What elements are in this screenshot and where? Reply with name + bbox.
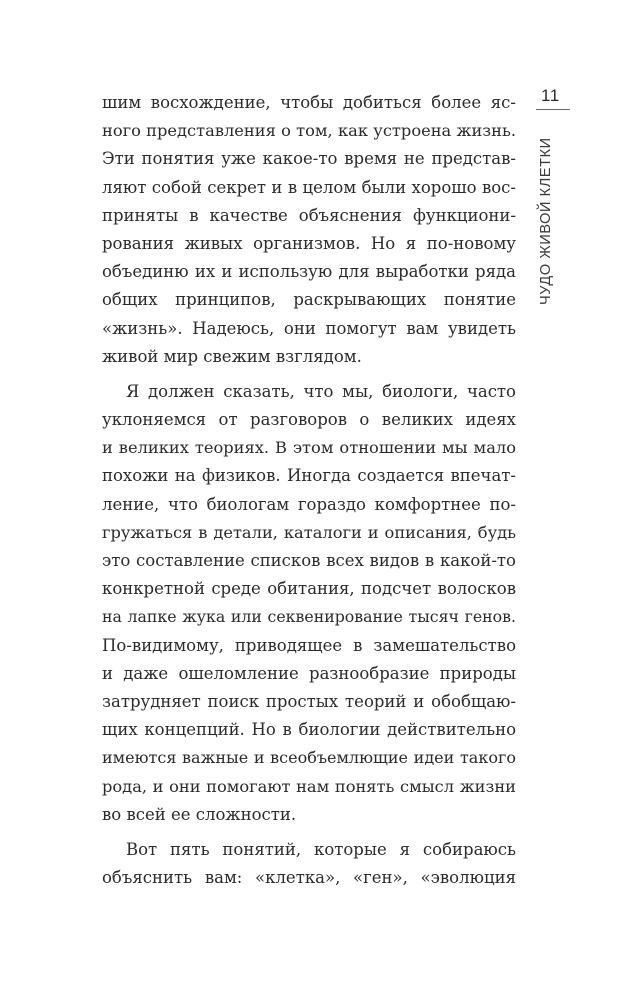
text-line: По-видимому, приводящее в замешательство [102, 635, 516, 655]
text-line: и даже ошеломление разнообразие природы [102, 663, 516, 683]
text-line: ляют собой секрет и в целом были хорошо вос- [102, 177, 516, 197]
text-line: на лапке жука или секвенирование тысяч генов. [102, 607, 516, 627]
paragraph-1 [102, 89, 516, 371]
paragraph-3 [102, 836, 516, 892]
text-line: это составление списков всех видов в какой-то [102, 551, 516, 570]
body-text [102, 89, 516, 892]
text-line: конкретной среде обитания, подсчет волосков [102, 579, 516, 599]
running-head [534, 137, 554, 305]
text-line: Эти понятия уже какое-то время не представ- [102, 149, 516, 169]
text-line: во всей ее сложности. [102, 804, 297, 824]
text-line: живой мир свежим взглядом. [102, 346, 362, 366]
text-line: гружаться в детали, каталоги и описания, будь [102, 522, 516, 542]
text-line: щих концепций. Но в биологии действительно [102, 720, 516, 740]
text-line: Вот пять понятий, которые я собираюсь [126, 839, 516, 859]
text-line: уклоняемся от разговоров о великих идеях [102, 410, 516, 430]
text-line: рования живых организмов. Но я по-новому [102, 233, 516, 253]
text-line: ного представления о том, как устроена жизнь. [102, 121, 516, 141]
text-line: затрудняет поиск простых теорий и обобщаю- [102, 691, 516, 711]
running-head-title: ЧУДО ЖИВОЙ КЛЕТКИ [538, 137, 554, 305]
text-line: шим восхождение, чтобы добиться более яс- [102, 93, 516, 112]
page-number: 11 [541, 86, 560, 105]
text-line: рода, и они помогают нам понять смысл жизни [102, 776, 516, 796]
text-line: общих принципов, раскрывающих понятие [102, 290, 516, 310]
text-line: ление, что биологам гораздо комфортнее по- [102, 494, 516, 514]
text-line: «жизнь». Надеюсь, они помогут вам увидеть [102, 318, 516, 338]
paragraph-2 [102, 378, 516, 829]
header-rule [536, 109, 570, 110]
text-line: Я должен сказать, что мы, биологи, часто [126, 381, 516, 401]
text-line: объединю их и использую для выработки ряда [102, 262, 516, 282]
text-line: приняты в качестве объяснения функциони- [102, 205, 516, 225]
text-line: похожи на физиков. Иногда создается впечат- [102, 466, 516, 486]
text-line: объяснить вам: «клетка», «ген», «эволюция [102, 868, 516, 888]
text-line: имеются важные и всеобъемлющие идеи такого [102, 748, 516, 768]
text-line: и великих теориях. В этом отношении мы мало [102, 438, 516, 458]
